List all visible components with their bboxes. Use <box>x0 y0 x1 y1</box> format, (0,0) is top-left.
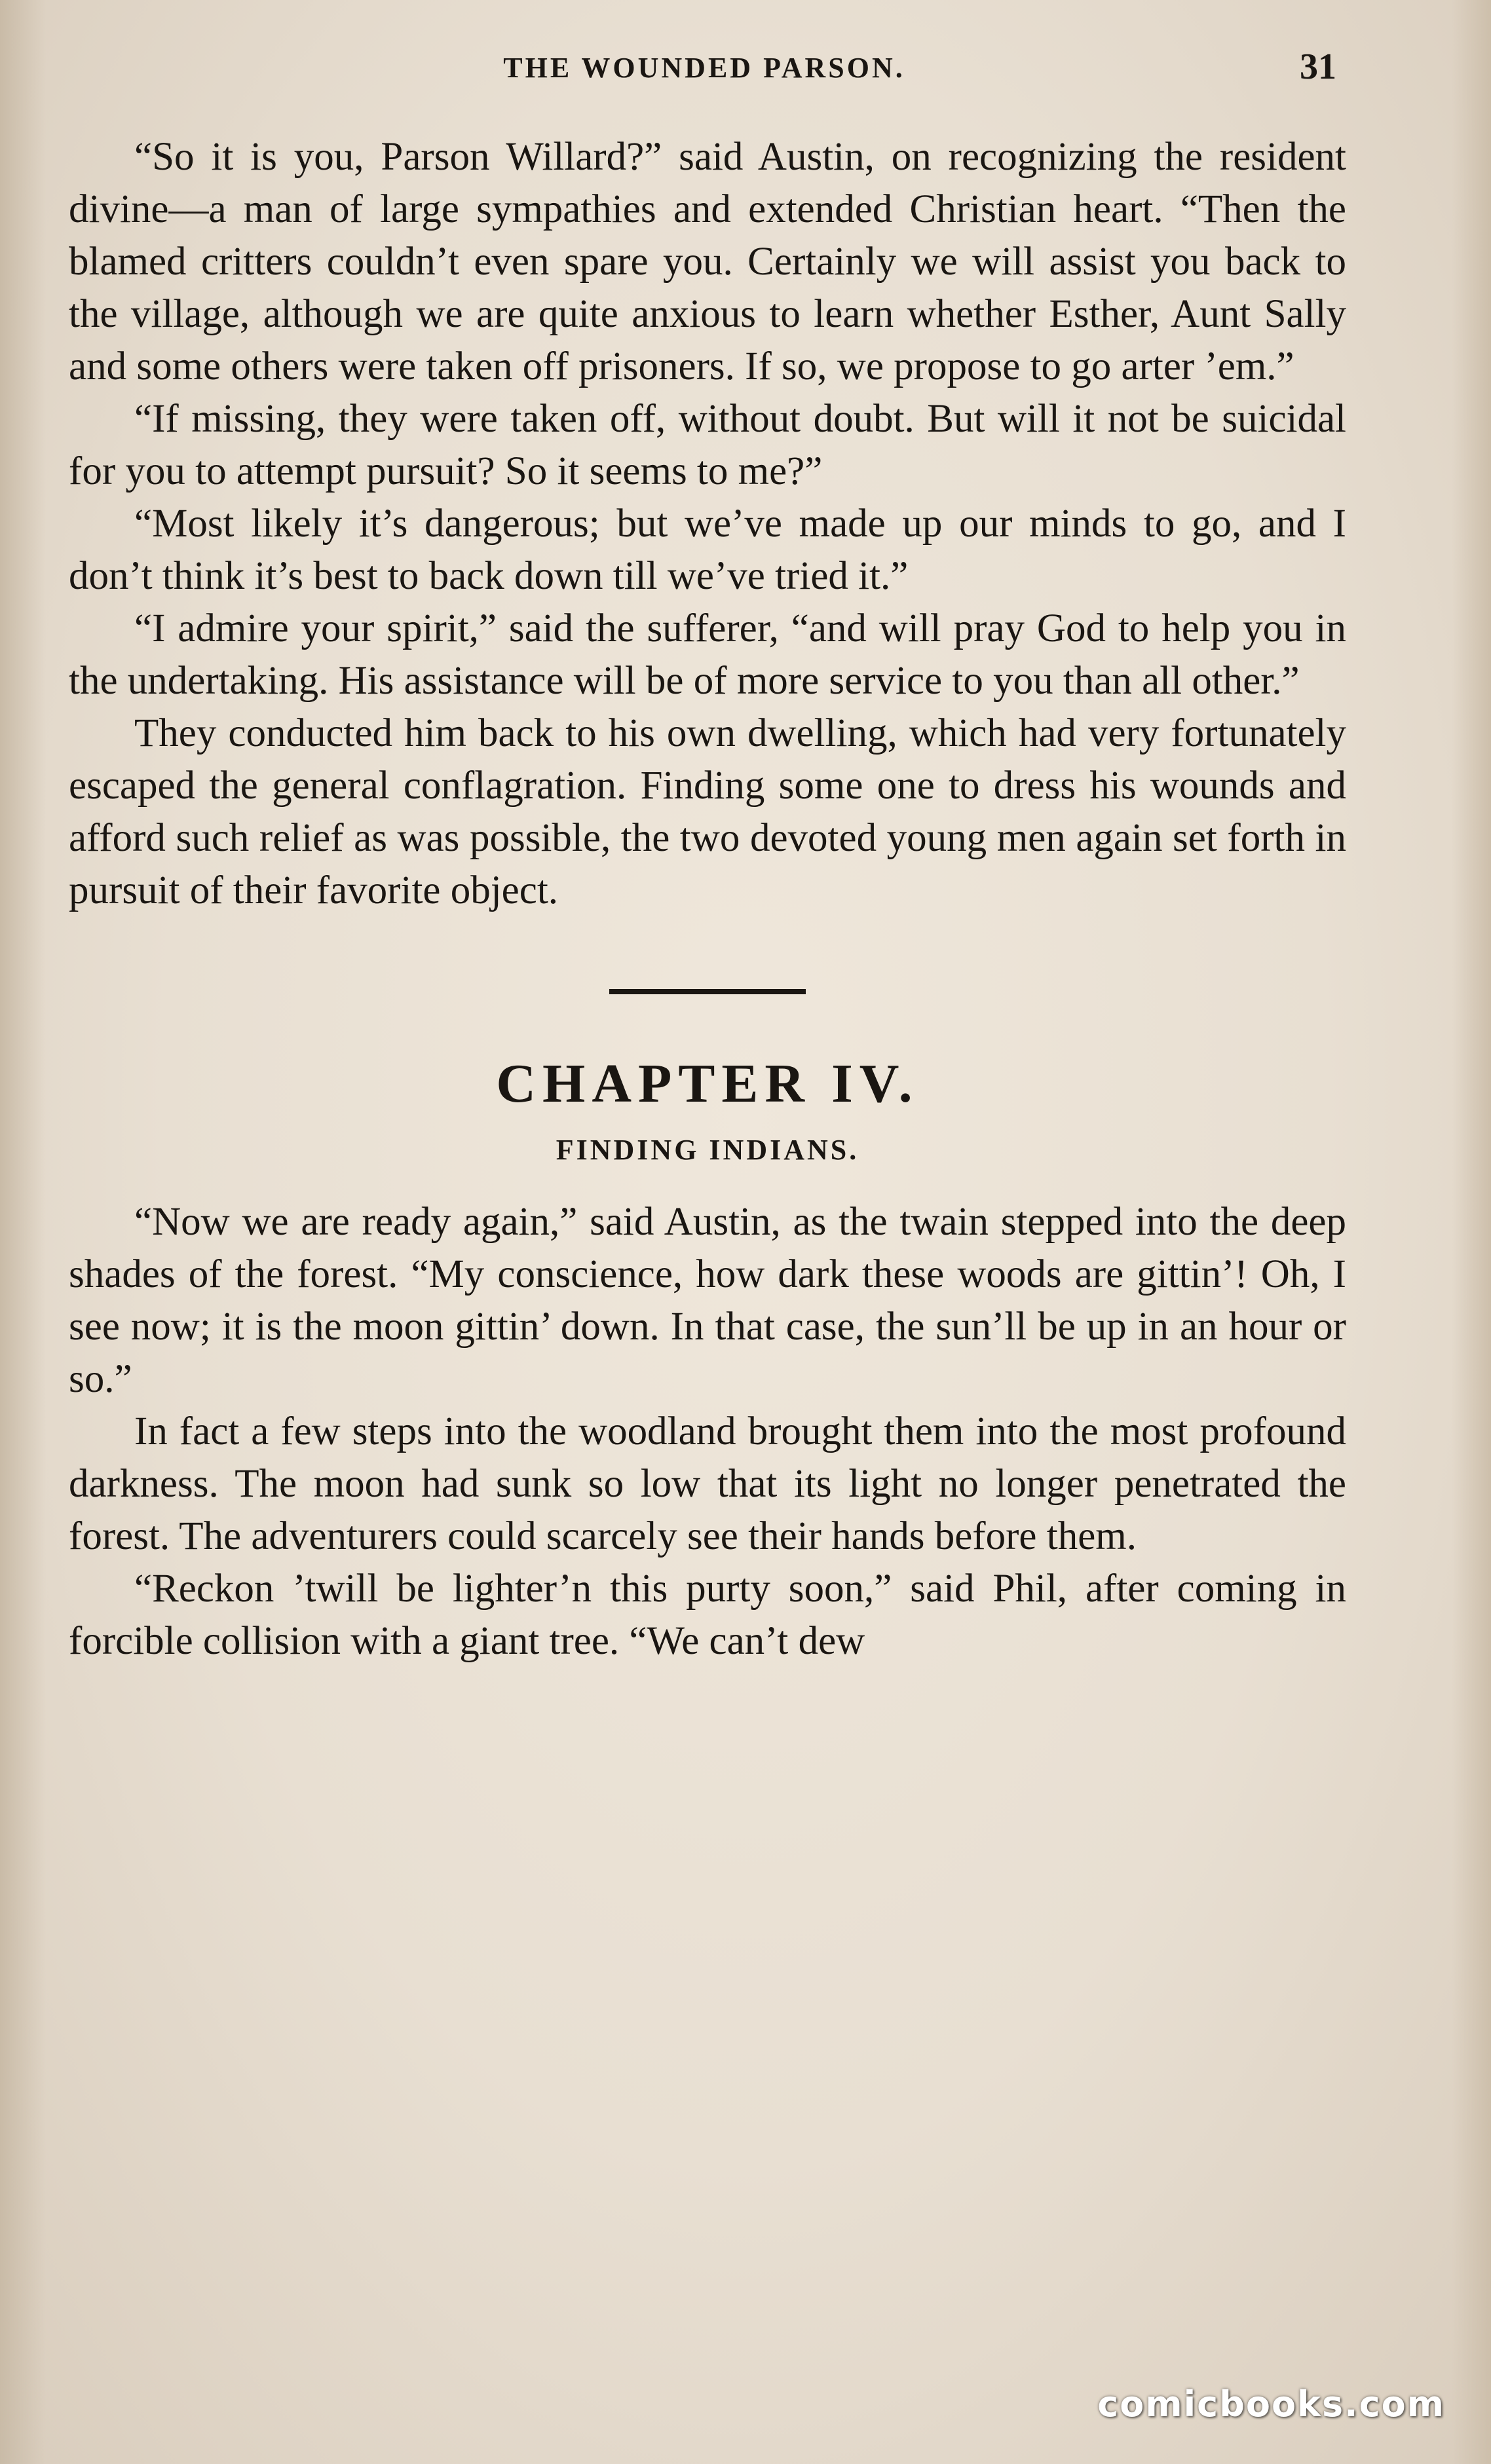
running-head: THE WOUNDED PARSON. <box>503 52 905 84</box>
body-text <box>69 131 1346 1668</box>
page-header <box>72 46 1336 85</box>
paragraph: “Now we are ready again,” said Austin, as the twain stepped into the deep shades of the forest. “My conscience, how dark these woods are gittin’! Oh, I see now; it is the moon gittin’ down. In that case, the sun’ll be up in an hour or so.” <box>69 1200 1346 1401</box>
paragraph: In fact a few steps into the woodland brought them into the most profound darkness. The moon had sunk so low that its light no longer penetrated the forest. The adventurers could scarcely see their hands before them. <box>69 1409 1346 1558</box>
paragraph: “Reckon ’twill be lighter’n this purty soon,” said Phil, after coming in forcible collision with a giant tree. “We can’t dew <box>69 1567 1346 1663</box>
paragraph: “I admire your spirit,” said the sufferer, “and will pray God to help you in the undertaking. His assistance will be of more service to you than all other.” <box>69 607 1346 703</box>
section-divider <box>69 917 1346 1048</box>
page-edge-shadow-left <box>0 0 46 2464</box>
page-number: 31 <box>1300 47 1336 87</box>
paragraph: “If missing, they were taken off, without doubt. But will it not be suicidal for you to attempt pursuit? So it seems to me?” <box>69 397 1346 493</box>
paragraph: “Most likely it’s dangerous; but we’ve made up our minds to go, and I don’t think it’s best to back down till we’ve tried it.” <box>69 502 1346 598</box>
watermark: comicbooks.com <box>1097 2383 1445 2425</box>
paragraph: “So it is you, Parson Willard?” said Austin, on recognizing the resident divine—a man of large sympathies and extended Christian heart. “Then the blamed critters couldn’t even spare you. Certainly we will assist you back to the village, although we are quite anxious to learn whether Esther, Aunt Sally and some others were taken off prisoners. If so, we propose to go arter ’em.” <box>69 135 1346 388</box>
chapter-subtitle: FINDING INDIANS. <box>556 1134 859 1166</box>
page-edge-shadow-right <box>1452 0 1491 2464</box>
chapter-title: CHAPTER IV. <box>496 1053 919 1114</box>
divider-rule <box>609 989 806 994</box>
paragraph: They conducted him back to his own dwelling, which had very fortunately escaped the general conflagration. Finding some one to dress his wounds and afford such relief as was possible, the two devoted young men again set forth in pursuit of their favorite object. <box>69 711 1346 912</box>
